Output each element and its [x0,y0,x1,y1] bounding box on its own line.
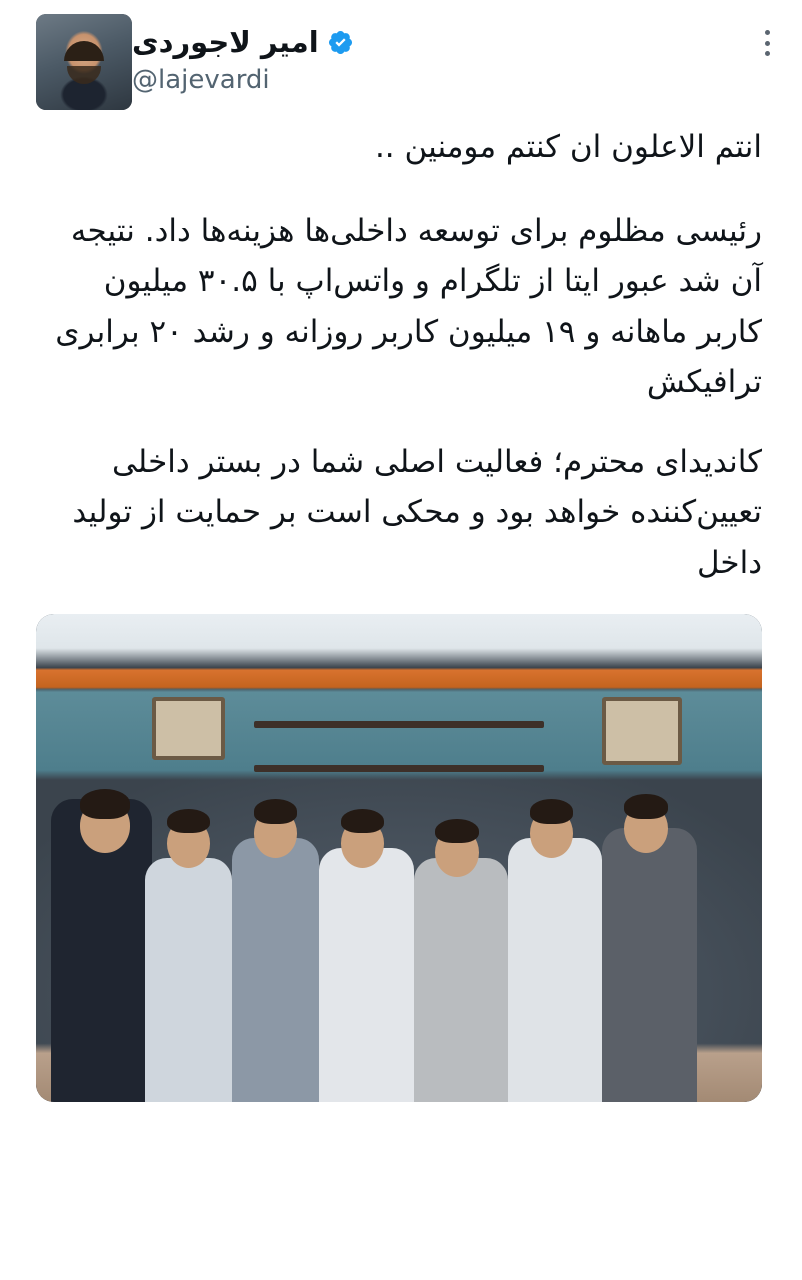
group-photo [36,614,762,1102]
avatar[interactable] [36,14,132,110]
person [602,828,696,1101]
author-handle[interactable]: @lajevardi [132,65,270,96]
tweet-image[interactable] [36,614,762,1102]
dot [765,41,770,46]
wall-shelf [254,765,544,772]
person [145,858,232,1102]
person [508,838,602,1102]
verified-badge-icon [327,29,354,56]
display-name-row [132,24,354,60]
person [232,838,319,1102]
tweet-media-container [0,614,802,1102]
wall-shelf [254,721,544,728]
bottom-edge [0,1266,802,1280]
person-hair [530,799,574,823]
tweet-paragraph-3: کاندیدای محترم؛ فعالیت اصلی شما در بستر داخلی تعیین‌کننده خواهد بود و محکی است بر حمایت از تولید داخل [72,444,762,581]
person [414,858,508,1102]
person-hair [167,809,211,833]
person [319,848,413,1102]
wall-frame [602,697,682,765]
dot [765,51,770,56]
person-hair [80,789,131,818]
avatar-photo [36,14,132,110]
more-options-icon[interactable] [754,26,780,60]
tweet-paragraph-2: رئیسی مظلوم برای توسعه داخلی‌ها هزینه‌ها داد. نتیجه آن شد عبور ایتا از تلگرام و واتس‌اپ با ۳۰.۵ میلیون کاربر ماهانه و ۱۹ میلیون کاربر روزانه و رشد ۲۰ برابری ترافیکش [55,213,762,400]
person-hair [435,819,479,843]
more-options-button[interactable] [354,14,780,60]
person-hair [254,799,298,823]
person-hair [341,809,385,833]
dot [765,30,770,35]
author-display-name[interactable]: امیر لاجوردی [132,25,319,59]
author-name-block[interactable] [132,14,354,98]
wall-frame [152,697,225,760]
tweet-header [0,0,802,122]
person-hair [624,794,668,818]
tweet-paragraph-1: انتم الاعلون ان کنتم مومنین .. [374,129,762,165]
tweet-text [0,122,802,588]
